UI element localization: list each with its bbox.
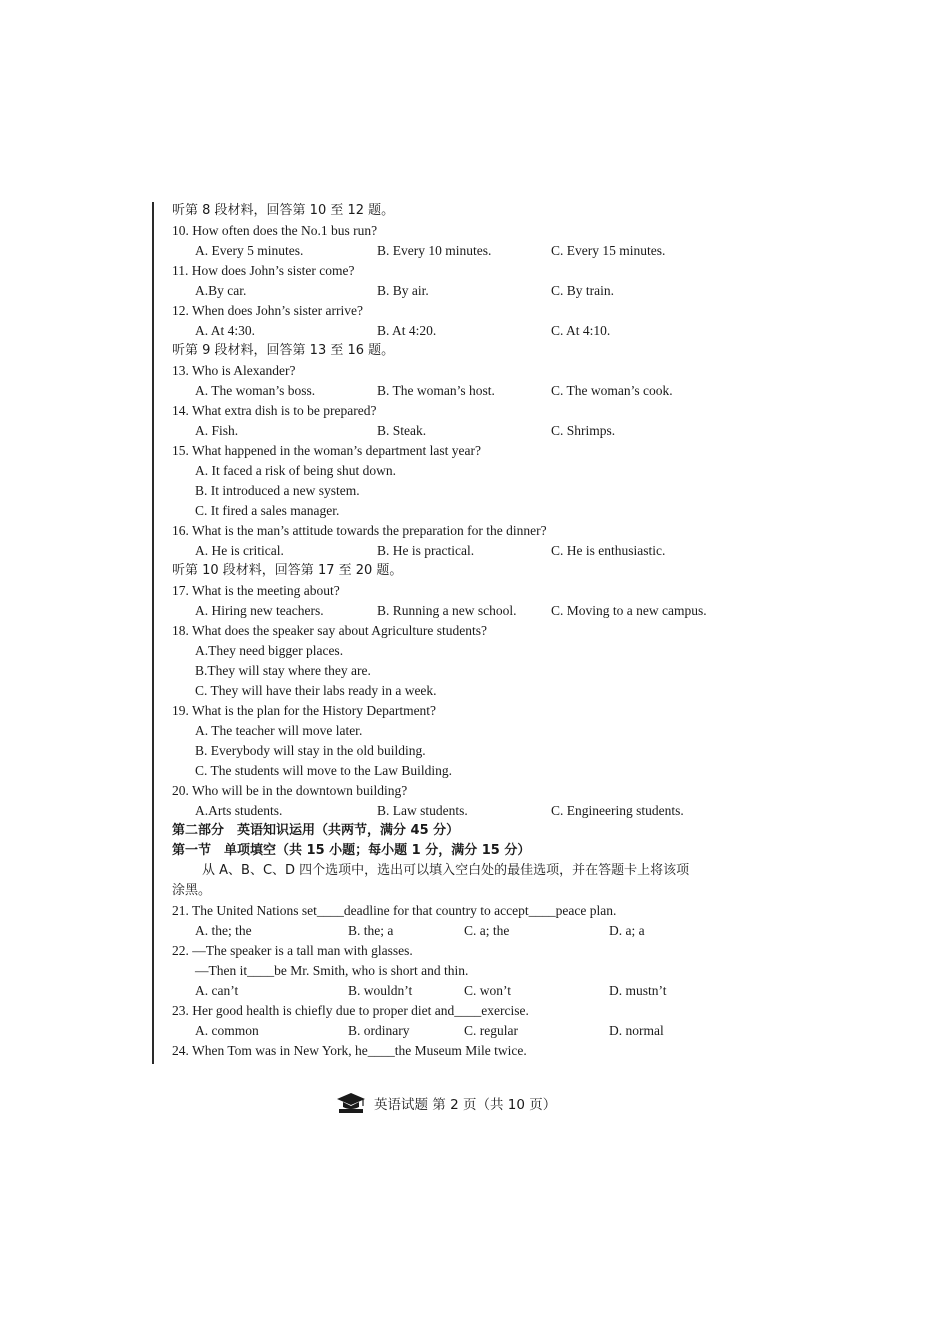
option-a: A.By car. (195, 283, 247, 298)
option-b: B. Law students. (377, 803, 468, 818)
options-row (172, 281, 732, 301)
option-b: B. It introduced a new system. (195, 483, 360, 498)
option-a: A.Arts students. (195, 803, 283, 818)
question-stem: 12. When does John’s sister arrive? (172, 303, 363, 318)
option-b: B. At 4:20. (377, 323, 437, 338)
question-stem: 17. What is the meeting about? (172, 583, 340, 598)
question-stem: 14. What extra dish is to be prepared? (172, 403, 377, 418)
option-b: B. He is practical. (377, 543, 475, 558)
option-c: C. Engineering students. (551, 803, 684, 818)
options-row (172, 921, 732, 941)
option-c: C. By train. (551, 283, 614, 298)
option-b: B.They will stay where they are. (195, 663, 371, 678)
margin-rule (152, 202, 154, 1064)
part-heading: 第二部分 英语知识运用（共两节，满分 45 分） (172, 823, 460, 838)
question-stem-continued: —Then it____be Mr. Smith, who is short and thin. (195, 963, 469, 978)
option-b: B. Every 10 minutes. (377, 243, 492, 258)
options-row (172, 601, 732, 621)
page-footer (336, 1092, 556, 1114)
option-c: C. regular (464, 1023, 518, 1038)
option-c: C. Moving to a new campus. (551, 603, 707, 618)
question-stem: 24. When Tom was in New York, he____the Museum Mile twice. (172, 1043, 527, 1058)
section-heading: 听第 9 段材料，回答第 13 至 16 题。 (172, 343, 395, 358)
option-c: C. It fired a sales manager. (195, 503, 340, 518)
question-stem: 18. What does the speaker say about Agriculture students? (172, 623, 488, 638)
section-heading: 听第 8 段材料，回答第 10 至 12 题。 (172, 203, 395, 218)
option-c: C. Every 15 minutes. (551, 243, 666, 258)
options-row (172, 421, 732, 441)
option-b: B. Running a new school. (377, 603, 517, 618)
option-b: B. ordinary (348, 1023, 410, 1038)
section-heading: 听第 10 段材料，回答第 17 至 20 题。 (172, 563, 403, 578)
option-a: A. It faced a risk of being shut down. (195, 463, 396, 478)
option-c: C. The students will move to the Law Building. (195, 763, 452, 778)
option-a: A. can’t (195, 983, 239, 998)
question-stem: 20. Who will be in the downtown building? (172, 783, 408, 798)
option-a: A. The teacher will move later. (195, 723, 363, 738)
option-a: A. At 4:30. (195, 323, 256, 338)
options-row (172, 1021, 732, 1041)
option-a: A. Every 5 minutes. (195, 243, 304, 258)
option-a: A. Hiring new teachers. (195, 603, 324, 618)
question-stem: 16. What is the man’s attitude towards the preparation for the dinner? (172, 523, 547, 538)
question-stem: 21. The United Nations set____deadline for that country to accept____peace plan. (172, 903, 617, 918)
options-row (172, 801, 732, 821)
graduation-cap-icon (336, 1092, 366, 1114)
page-content (172, 201, 732, 1061)
option-a: A. He is critical. (195, 543, 284, 558)
option-b: B. Everybody will stay in the old building. (195, 743, 426, 758)
options-row (172, 541, 732, 561)
question-stem: 15. What happened in the woman’s department last year? (172, 443, 482, 458)
option-a: A. the; the (195, 923, 252, 938)
question-stem: 13. Who is Alexander? (172, 363, 296, 378)
question-stem: 22. —The speaker is a tall man with glasses. (172, 943, 413, 958)
instructions: 从 A、B、C、D 四个选项中，选出可以填入空白处的最佳选项，并在答题卡上将该项 (202, 863, 690, 878)
options-row (172, 321, 732, 341)
footer-page-label: 英语试题 第 2 页（共 10 页） (374, 1097, 557, 1113)
option-c: C. At 4:10. (551, 323, 611, 338)
options-row (172, 241, 732, 261)
option-c: C. won’t (464, 983, 512, 998)
option-b: B. By air. (377, 283, 429, 298)
option-b: B. The woman’s host. (377, 383, 495, 398)
question-stem: 19. What is the plan for the History Department? (172, 703, 437, 718)
section-heading: 第一节 单项填空（共 15 小题；每小题 1 分，满分 15 分） (172, 843, 531, 858)
option-a: A. The woman’s boss. (195, 383, 316, 398)
options-row (172, 981, 732, 1001)
question-stem: 11. How does John’s sister come? (172, 263, 355, 278)
option-b: B. Steak. (377, 423, 427, 438)
instructions-continued: 涂黑。 (172, 883, 212, 898)
option-a: A.They need bigger places. (195, 643, 344, 658)
question-stem: 10. How often does the No.1 bus run? (172, 223, 378, 238)
option-c: C. Shrimps. (551, 423, 616, 438)
option-d: D. mustn’t (609, 983, 667, 998)
option-c: C. He is enthusiastic. (551, 543, 666, 558)
option-b: B. the; a (348, 923, 394, 938)
option-d: D. a; a (609, 923, 645, 938)
question-stem: 23. Her good health is chiefly due to proper diet and____exercise. (172, 1003, 529, 1018)
option-a: A. Fish. (195, 423, 239, 438)
option-b: B. wouldn’t (348, 983, 413, 998)
option-d: D. normal (609, 1023, 664, 1038)
option-c: C. a; the (464, 923, 510, 938)
options-row (172, 381, 732, 401)
option-a: A. common (195, 1023, 259, 1038)
option-c: C. They will have their labs ready in a week. (195, 683, 437, 698)
option-c: C. The woman’s cook. (551, 383, 673, 398)
